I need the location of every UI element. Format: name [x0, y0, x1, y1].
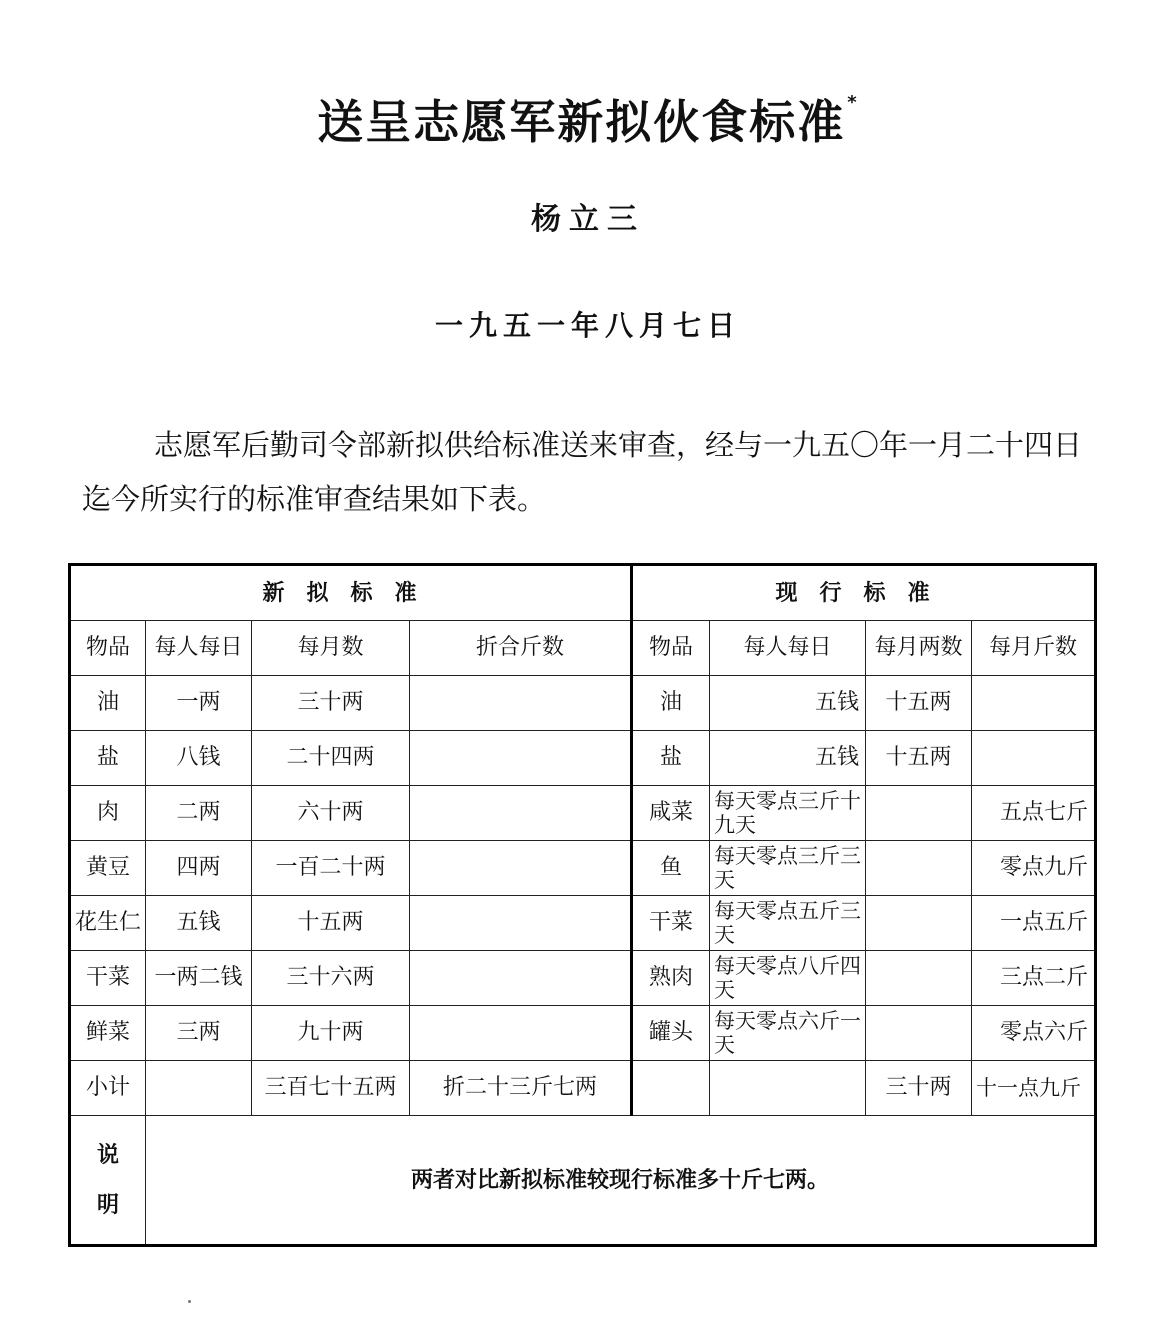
table-cell — [410, 786, 632, 841]
table-cell: 每天零点五斤三天 — [710, 896, 866, 951]
table-cell: 一两 — [146, 676, 252, 731]
table-cell: 罐头 — [632, 1006, 710, 1061]
table-cell: 盐 — [70, 731, 146, 786]
group-header-current: 现行标准 — [632, 565, 1096, 621]
table-row — [70, 896, 1096, 951]
scan-speck — [188, 1300, 191, 1303]
table-row — [70, 841, 1096, 896]
table-cell: 每天零点三斤三天 — [710, 841, 866, 896]
column-header: 物品 — [632, 621, 710, 676]
note-label-text: 说明 — [96, 1142, 119, 1218]
column-header: 每月斤数 — [972, 621, 1096, 676]
table-cell: 零点六斤 — [972, 1006, 1096, 1061]
author: 杨立三 — [531, 202, 645, 237]
table-cell: 五钱 — [710, 676, 866, 731]
table-cell — [972, 676, 1096, 731]
table-cell: 一点五斤 — [972, 896, 1096, 951]
body-paragraph: 志愿军后勤司令部新拟供给标准送来审查，经与一九五〇年一月二十四日迄今所实行的标准审查结果如下表。 — [82, 428, 1083, 516]
subtotal-label: 小计 — [70, 1061, 146, 1116]
note-row — [70, 1116, 1096, 1246]
table-cell: 十五两 — [866, 731, 972, 786]
footnote-mark: * — [847, 92, 859, 113]
table-cell: 五钱 — [146, 896, 252, 951]
note-label — [70, 1116, 146, 1246]
table-cell: 三点二斤 — [972, 951, 1096, 1006]
table-cell: 油 — [70, 676, 146, 731]
table-row — [70, 731, 1096, 786]
column-header: 每人每日 — [710, 621, 866, 676]
table-cell: 二十四两 — [252, 731, 410, 786]
table-cell: 六十两 — [252, 786, 410, 841]
column-header-row — [70, 621, 1096, 676]
table-cell: 每天零点八斤四天 — [710, 951, 866, 1006]
table-cell — [410, 1006, 632, 1061]
table-cell: 一两二钱 — [146, 951, 252, 1006]
table-cell: 三十两 — [866, 1061, 972, 1116]
table-cell: 干菜 — [70, 951, 146, 1006]
table-cell — [866, 841, 972, 896]
table-cell: 一百二十两 — [252, 841, 410, 896]
table-cell: 油 — [632, 676, 710, 731]
table-cell — [410, 951, 632, 1006]
table-cell: 八钱 — [146, 731, 252, 786]
table-row — [70, 951, 1096, 1006]
table-cell — [410, 841, 632, 896]
table-cell: 咸菜 — [632, 786, 710, 841]
column-header: 每月数 — [252, 621, 410, 676]
table-cell: 二两 — [146, 786, 252, 841]
table-cell: 九十两 — [252, 1006, 410, 1061]
table-cell: 零点九斤 — [972, 841, 1096, 896]
table-cell — [866, 896, 972, 951]
document-date: 一九五一年八月七日 — [434, 309, 741, 342]
table-cell: 熟肉 — [632, 951, 710, 1006]
subtotal-row — [70, 1061, 1096, 1116]
group-header-proposed: 新拟标准 — [70, 565, 632, 621]
table-cell: 五钱 — [710, 731, 866, 786]
table-row — [70, 786, 1096, 841]
table-cell: 折二十三斤七两 — [410, 1061, 632, 1116]
table-cell: 黄豆 — [70, 841, 146, 896]
table-cell: 每天零点六斤一天 — [710, 1006, 866, 1061]
table-cell — [146, 1061, 252, 1116]
column-header: 折合斤数 — [410, 621, 632, 676]
table-cell: 每天零点三斤十九天 — [710, 786, 866, 841]
table-cell — [710, 1061, 866, 1116]
table-cell: 鲜菜 — [70, 1006, 146, 1061]
table-cell — [632, 1061, 710, 1116]
table-cell: 三百七十五两 — [252, 1061, 410, 1116]
table-cell — [410, 676, 632, 731]
table-row — [70, 1006, 1096, 1061]
group-header-row — [70, 565, 1096, 621]
table-row — [70, 676, 1096, 731]
table-cell: 三十六两 — [252, 951, 410, 1006]
table-cell: 三十两 — [252, 676, 410, 731]
column-header: 每月两数 — [866, 621, 972, 676]
table-cell: 鱼 — [632, 841, 710, 896]
note-text: 两者对比新拟标准较现行标准多十斤七两。 — [146, 1116, 1096, 1246]
table-cell: 肉 — [70, 786, 146, 841]
table-cell: 十一点九斤 — [972, 1061, 1096, 1116]
table-cell: 四两 — [146, 841, 252, 896]
table-cell — [866, 786, 972, 841]
page-title: 送呈志愿军新拟伙食标准 * — [317, 92, 859, 149]
column-header: 物品 — [70, 621, 146, 676]
table-cell: 盐 — [632, 731, 710, 786]
table-cell: 五点七斤 — [972, 786, 1096, 841]
ration-comparison-table — [68, 563, 1097, 1247]
table-cell: 干菜 — [632, 896, 710, 951]
table-cell — [410, 896, 632, 951]
table-cell — [972, 731, 1096, 786]
column-header: 每人每日 — [146, 621, 252, 676]
table-cell — [410, 731, 632, 786]
table-cell: 十五两 — [252, 896, 410, 951]
table-cell: 十五两 — [866, 676, 972, 731]
table-cell — [866, 1006, 972, 1061]
table-cell: 三两 — [146, 1006, 252, 1061]
table-cell: 花生仁 — [70, 896, 146, 951]
table-cell — [866, 951, 972, 1006]
